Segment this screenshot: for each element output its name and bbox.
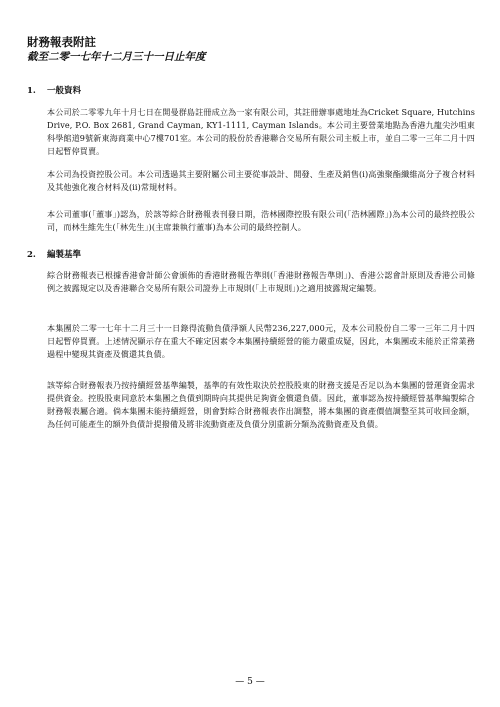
paragraph: 本公司為投資控股公司。本公司透過其主要附屬公司主要從事設計、開發、生產及銷售(i)高強聚酯纖維高分子複合材料及其他強化複合材料及(ii)常規材料。 <box>47 169 475 192</box>
section-heading: 編製基準 <box>47 250 82 260</box>
page-number: — 5 — <box>235 677 265 687</box>
section-number: 1. <box>27 86 36 96</box>
paragraph: 本集團於二零一七年十二月三十一日錄得流動負債淨額人民幣236,227,000元，及本公司股份自二零一三年二月十四日起暫停買賣。上述情況顯示存在重大不確定因素令本集團持續經營的能力嚴重成疑，因此，本集團或未能於正常業務過程中變現其資產及償還其負債。 <box>47 323 475 359</box>
section-heading: 一般資料 <box>47 86 82 96</box>
document-title: 財務報表附註 <box>27 35 96 49</box>
paragraph: 綜合財務報表已根據香港會計師公會頒佈的香港財務報告準則(「香港財務報告準則」)、香港公認會計原則及香港公司條例之披露規定以及香港聯合交易所有限公司證券上市規則(「上市規則」)之適用披露規定編製。 <box>47 270 475 293</box>
section-number: 2. <box>27 250 36 260</box>
paragraph: 本公司於二零零九年十月七日在開曼群島註冊成立為一家有限公司，其註冊辦事處地址為Cricket Square, Hutchins Drive, P.O. Box 2681, Grand Cayman, KY1-1111, Cayman Islands。本公司主要營業地點為香港九龍尖沙咀東科學館道9號新東海商業中心7樓701室。本公司的股份於香港聯合交易所有限公司主板上市，並自二零一三年二月十四日起暫停買賣。 <box>47 107 475 156</box>
document-subtitle: 截至二零一七年十二月三十一日止年度 <box>27 51 206 63</box>
paragraph: 該等綜合財務報表乃按持續經營基準編製，基準的有效性取決於控股股東的財務支援是否足以為本集團的營運資金需求提供資金。控股股東同意於本集團之負債到期時向其提供足夠資金償還負債。因此，董事認為按持續經營基準編製綜合財務報表屬合適。倘本集團未能持續經營，則會對綜合財務報表作出調整，將本集團的資產價值調整至其可收回金額，為任何可能產生的額外負債計提撥備及將非流動資產及負債分別重新分類為流動資產及負債。 <box>47 380 475 429</box>
paragraph: 本公司董事(「董事」)認為，於該等綜合財務報表刊發日期，浩林國際控股有限公司(「浩林國際」)為本公司的最終控股公司，而林生維先生(「林先生」)(主席兼執行董事)為本公司的最終控制人。 <box>47 209 475 232</box>
